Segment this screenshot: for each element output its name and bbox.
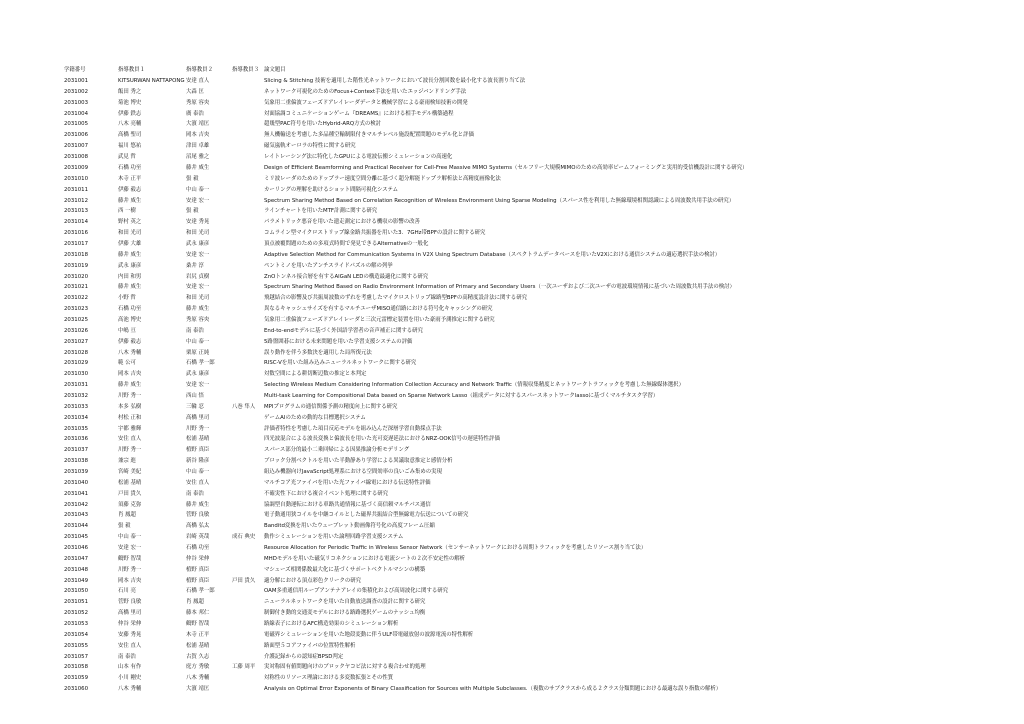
table-row — [0, 315, 1024, 326]
thesis-title: コムライン型マイクロストリップ線金路共振器を用いた3．7GHz帯BPFの設計に関する研究 — [264, 230, 486, 236]
student-id: 2031019 — [64, 262, 89, 269]
advisor-1: 山本 有作 — [118, 664, 142, 671]
advisor-1: 宮崎 美紀 — [118, 469, 142, 475]
student-id: 2031003 — [64, 99, 89, 106]
thesis-title: Adaptive Selection Method for Communication Systems in V2X Using Spectrum Database（スペクトラムデータベースを用いたV2Xにおける通信システムの適応選択手法の検討） — [264, 251, 721, 258]
advisor-1: 鶴野 智哉 — [118, 555, 142, 562]
thesis-title: Spectrum Sharing Method Based on Radio Environment Information of Primary and Secondary Users（一次ユーザおよび二次ユーザの電波環境情報に基づいた周波数共用手法の検討） — [264, 284, 735, 291]
table-row — [0, 217, 1024, 228]
advisor-2: 鶴野 智哉 — [186, 621, 210, 627]
advisor-1: 小川 剛史 — [118, 675, 142, 682]
table-row — [0, 500, 1024, 511]
advisor-2: 岩崎 英哉 — [186, 534, 210, 541]
advisor-2: 菅野 良敏 — [186, 512, 210, 519]
advisor-1: 八木 秀輔 — [118, 686, 142, 693]
table-row — [0, 413, 1024, 424]
table-row — [0, 510, 1024, 521]
student-id: 2031057 — [64, 653, 89, 660]
thesis-title: Selecting Wireless Medium Considering Information Collection Accuracy and Network Traffic（情報収集精度とネットワークトラフィックを考慮した無線媒体選択） — [264, 382, 684, 389]
thesis-title: 5路盤囲碁における未来問題を用いた学習支援システムの評価 — [264, 338, 413, 345]
advisor-2: 張 毅 — [186, 208, 199, 215]
student-id: 2031029 — [64, 360, 89, 367]
student-id: 2031010 — [64, 175, 89, 182]
student-id: 2031038 — [64, 458, 89, 465]
table-row — [0, 380, 1024, 391]
thesis-title: ニューラルネットワークを用いた自動放送調査の設計に関する研究 — [264, 599, 426, 606]
table-row — [0, 576, 1024, 587]
thesis-title: ペントミノを用いたアンチスライドパズルの解の列挙 — [264, 262, 393, 269]
advisor-1: 武見 哲 — [118, 154, 136, 160]
student-id: 2031002 — [64, 88, 89, 95]
advisor-1: 村松 正和 — [118, 414, 142, 421]
advisor-2: 南 泰浩 — [186, 490, 204, 497]
thesis-title: 磁気嵐軌オーロラの特性に関する研究 — [264, 143, 356, 150]
thesis-title: 不確実性下における複合イベント処理に関する研究 — [264, 490, 388, 497]
thesis-title: 協調型自動運転における車路共通情報に基づく高信頼マルチパス通信 — [264, 501, 431, 508]
thesis-title: Analysis on Optimal Error Exponents of Binary Classification for Sources with Multiple Subclasses.（複数のサブクラスから成る２クラス分類問題における最適な誤り指数の解析） — [264, 686, 722, 693]
table-row — [0, 467, 1024, 478]
table-row — [0, 358, 1024, 369]
student-id: 2031047 — [64, 555, 89, 562]
thesis-title: Resource Allocation for Periodic Traffic in Wireless Sensor Network（センサーネットワークにおける周期トラフィックを考慮したリソース割り当て法） — [264, 545, 647, 551]
student-id: 2031054 — [64, 631, 89, 638]
advisor-1: 松浦 基晴 — [118, 479, 142, 486]
table-row — [0, 272, 1024, 283]
advisor-2: 西山 悟 — [186, 392, 204, 399]
thesis-title: End-to-endモデルに基づく外国語学習者の音声補正に関する研究 — [264, 327, 423, 334]
table-row — [0, 554, 1024, 565]
thesis-title: ラインチャートを用いたMTF計測に関する研究 — [264, 208, 378, 215]
advisor-2: 安達 宏一 — [186, 382, 210, 389]
student-id: 2031058 — [64, 664, 89, 671]
table-row — [0, 673, 1024, 684]
advisor-2: 八木 秀輔 — [186, 675, 210, 682]
advisor-2: 高橋 弘太 — [186, 523, 210, 530]
advisor-1: 範 公可 — [118, 360, 136, 367]
advisor-3: 工藤 周平 — [232, 664, 256, 671]
table-row — [0, 662, 1024, 673]
student-id: 2031055 — [64, 642, 89, 649]
student-id: 2031042 — [64, 501, 89, 508]
student-id: 2031059 — [64, 675, 89, 682]
table-row — [0, 326, 1024, 337]
table-row — [0, 586, 1024, 597]
advisor-1: 本多 弘樹 — [118, 403, 142, 410]
thesis-title: 誤り動作を伴う多数決を適用した局所復元法 — [264, 349, 372, 356]
thesis-title: MHDモデルを用いた磁気リコネクションにおける電流シートの２次不安定性の解析 — [264, 555, 466, 562]
advisor-1: 高池 博史 — [118, 316, 142, 323]
table-row — [0, 445, 1024, 456]
table-header — [0, 65, 1024, 76]
table-row — [0, 369, 1024, 380]
table-row — [0, 684, 1024, 695]
student-id: 2031048 — [64, 566, 89, 573]
thesis-title: マシューズ相関係数最大化に基づくサポートベクトルマシンの構築 — [264, 566, 426, 573]
student-id: 2031020 — [64, 273, 89, 280]
student-id: 2031009 — [64, 164, 89, 171]
advisor-1: 安達 宏一 — [118, 545, 142, 551]
advisor-2: 中山 泰一 — [186, 338, 210, 345]
table-row — [0, 348, 1024, 359]
advisor-1: 戸田 貴久 — [118, 490, 142, 497]
advisor-2: 藤井 威生 — [186, 306, 210, 313]
advisor-1: 伊藤 鉄志 — [118, 110, 142, 117]
thesis-title: 四光波混合による波長変換と偏波長を用いた光可変遅延法におけるNRZ-OOK信号の遅延特性評価 — [264, 436, 500, 443]
advisor-1: 福川 悠祐 — [118, 143, 142, 150]
advisor-1: KITSURWAN NATTAPONG — [118, 78, 185, 84]
student-id: 2031043 — [64, 512, 89, 519]
table-row — [0, 532, 1024, 543]
table-row — [0, 152, 1024, 163]
student-id: 2031017 — [64, 240, 89, 247]
advisor-1: 川野 秀一 — [118, 447, 142, 454]
header-title: 論文題目 — [264, 67, 286, 73]
table-row — [0, 489, 1024, 500]
student-id: 2031008 — [64, 154, 89, 160]
advisor-2: 安達 宏一 — [186, 197, 210, 204]
student-id: 2031014 — [64, 219, 89, 226]
advisor-2: 藤本 邦仁 — [186, 610, 210, 617]
advisor-2: 沼尾 雅之 — [186, 154, 210, 160]
advisor-1: 石橋 功至 — [118, 164, 142, 171]
advisor-2: 桑井 淳 — [186, 262, 204, 269]
table-row — [0, 282, 1024, 293]
table-row — [0, 608, 1024, 619]
advisor-1: 野村 英之 — [118, 219, 142, 226]
thesis-title: ゲームAIのための動的な目標選択システム — [264, 414, 366, 421]
thesis-title: MPIプログラムの通信関係予測の精度向上に関する研究 — [264, 403, 398, 410]
student-id: 2031032 — [64, 392, 89, 399]
advisor-1: 宇都 雅輝 — [118, 425, 142, 432]
table-row — [0, 239, 1024, 250]
advisor-1: 伊藤 毅志 — [118, 338, 142, 345]
student-id: 2031025 — [64, 316, 89, 323]
advisor-2: 栗原 正純 — [186, 349, 210, 356]
table-row — [0, 543, 1024, 554]
table-row — [0, 250, 1024, 261]
advisor-2: 安達 秀晃 — [186, 219, 210, 226]
advisor-2: 藤井 威生 — [186, 501, 210, 508]
student-id: 2031012 — [64, 197, 89, 204]
advisor-2: 高橋 里司 — [186, 414, 210, 421]
table-row — [0, 478, 1024, 489]
advisor-1: 岡本 吉央 — [118, 577, 142, 584]
table-row — [0, 109, 1024, 120]
advisor-2: 張 毅 — [186, 175, 199, 182]
advisor-1: 伊藤 大雄 — [118, 240, 142, 247]
thesis-title: 組込み機器向けJavaScript処理系における空間効率の良いごみ集めの実現 — [264, 469, 442, 475]
table-row — [0, 196, 1024, 207]
advisor-1: 小野 哲 — [118, 295, 136, 302]
table-row — [0, 337, 1024, 348]
advisor-1: 高橋 里司 — [118, 610, 142, 617]
header-advisor-3: 指導教員３ — [232, 67, 259, 73]
advisor-1: 八木 秀輔 — [118, 349, 142, 356]
thesis-title: パラメトリック悪音を用いた遺走測定における機収の影響の改善 — [264, 219, 420, 226]
student-id: 2031005 — [64, 121, 89, 128]
advisor-1: 石橋 功至 — [118, 306, 142, 313]
thesis-title: 適分解における頂点彩色クリークの研究 — [264, 577, 362, 584]
table-row — [0, 174, 1024, 185]
header-student-id: 学籍番号 — [64, 67, 86, 73]
thesis-title: 介護記録からの認知症BPSD判定 — [264, 653, 344, 660]
thesis-title: ミリ波レーダのためのドップラー速度空間分離に基づく超分解能ドップラ解析法と高精度画像化法 — [264, 175, 501, 182]
thesis-title: Design of Efficient Beamforming and Practical Receiver for Cell-Free Massive MIMO Systems（セルフリー大規模MIMOのための高効率ビームフォーミングと実用的受信機設計に関する研究） — [264, 164, 748, 171]
advisor-1: 藤井 威生 — [118, 197, 142, 204]
table-row — [0, 652, 1024, 663]
thesis-title: スパース部分的最小二乗回帰による因果推論分析モデリング — [264, 447, 410, 454]
advisor-1: 藤井 威生 — [118, 382, 142, 389]
student-id: 2031030 — [64, 371, 89, 378]
student-id: 2031052 — [64, 610, 89, 617]
student-id: 2031039 — [64, 469, 89, 475]
thesis-title: 対面協調コミュニケーションゲーム『DREAMS』における相手モデル構築過程 — [264, 110, 454, 117]
advisor-2: 和田 光司 — [186, 295, 210, 302]
student-id: 2031016 — [64, 230, 89, 236]
advisor-1: 川野 秀一 — [118, 392, 142, 399]
advisor-1: 中山 泰一 — [118, 534, 142, 541]
table-row — [0, 228, 1024, 239]
student-id: 2031004 — [64, 110, 89, 117]
thesis-title: 気象用二重偏波フェーズドアレイレーダと三次元雷標定装置を用いた豪雨予測推定に関する研究 — [264, 316, 495, 323]
student-id: 2031023 — [64, 306, 89, 313]
student-id: 2031037 — [64, 447, 89, 454]
advisor-1: 菊池 博史 — [118, 99, 142, 106]
advisor-1: 武永 康彦 — [118, 262, 142, 269]
thesis-title: カーリングの理解を助けるショット間隔可視化システム — [264, 186, 399, 193]
advisor-1: 中嶋 亘 — [118, 327, 136, 334]
advisor-2: 南 泰浩 — [186, 327, 204, 334]
student-id: 2031046 — [64, 545, 89, 551]
table-row — [0, 456, 1024, 467]
table-row — [0, 119, 1024, 130]
student-id: 2031001 — [64, 78, 89, 84]
advisor-1: 西 一樹 — [118, 208, 136, 215]
thesis-title: 飛越結合の影響及び共振周波数のずれを考慮したマイクロストリップ線路型BPFの高精度設計法に関する研究 — [264, 295, 527, 302]
advisor-2: 津田 卓雄 — [186, 143, 210, 150]
advisor-2: 松浦 基晴 — [186, 642, 210, 649]
table-row — [0, 304, 1024, 315]
thesis-title: 路線表子におけるAFC構造効果のシミュレーション解析 — [264, 621, 399, 627]
advisor-2: 和田 光司 — [186, 230, 210, 236]
thesis-title: ネットワーク可視化のためのFocus+Context手法を用いたエッジバンドリング手法 — [264, 88, 467, 95]
advisor-2: 古賀 久志 — [186, 653, 210, 660]
advisor-2: 庭方 秀敏 — [186, 664, 210, 671]
advisor-2: 木寺 正平 — [186, 631, 210, 638]
thesis-title: ブロック分割ベクトルを用いた半動静あり学習による異議取意推定と感情分析 — [264, 458, 453, 465]
advisor-2: 秀原 容央 — [186, 99, 210, 106]
thesis-title: 頂点被覆問題のための多項式時間で発見できるAlternativeの一般化 — [264, 240, 429, 247]
student-id: 2031006 — [64, 132, 89, 139]
table-row — [0, 424, 1024, 435]
table-row — [0, 391, 1024, 402]
student-id: 2031041 — [64, 490, 89, 497]
student-id: 2031031 — [64, 382, 89, 389]
table-row — [0, 293, 1024, 304]
student-id: 2031034 — [64, 414, 89, 421]
advisor-2: 大濱 靖匡 — [186, 121, 210, 128]
student-id: 2031040 — [64, 479, 89, 486]
advisor-1: 八木 亮輔 — [118, 121, 142, 128]
table-row — [0, 130, 1024, 141]
table-row — [0, 261, 1024, 272]
student-id: 2031018 — [64, 251, 89, 258]
table-row — [0, 641, 1024, 652]
advisor-1: 伊藤 毅志 — [118, 186, 142, 193]
table-row — [0, 76, 1024, 87]
advisor-1: 安住 直人 — [118, 436, 142, 443]
advisor-2: 安達 宏一 — [186, 251, 210, 258]
thesis-title: 動作シミュレーションを用いた論理回路学習支援システム — [264, 534, 404, 541]
advisor-2: 石橋 孝一郎 — [186, 360, 215, 367]
advisor-2: 安達 宏一 — [186, 284, 210, 291]
advisor-2: 松浦 基晴 — [186, 436, 210, 443]
advisor-2: 新谷 隆彦 — [186, 458, 210, 465]
advisor-1: 川野 秀一 — [118, 566, 142, 573]
student-id: 2031051 — [64, 599, 89, 606]
student-id: 2031027 — [64, 338, 89, 345]
advisor-1: 藤井 威生 — [118, 251, 142, 258]
advisor-2: 植野 真臣 — [186, 577, 210, 584]
thesis-title: 制御付き動的交通変モデルにおける路路選択ゲームのナッシュ均衡 — [264, 610, 426, 617]
student-id: 2031044 — [64, 523, 89, 530]
advisor-2: 大森 匡 — [186, 88, 204, 95]
table-row — [0, 206, 1024, 217]
student-id: 2031060 — [64, 686, 89, 693]
advisor-1: 菅野 良敏 — [118, 599, 142, 606]
student-id: 2031035 — [64, 425, 89, 432]
advisor-3: 成石 典史 — [232, 534, 256, 541]
student-id: 2031026 — [64, 327, 89, 334]
advisor-1: 肖 鳳超 — [118, 512, 136, 519]
thesis-title: 路面型５コアファイバの位置特性解析 — [264, 642, 356, 649]
advisor-2: 藤井 威生 — [186, 164, 210, 171]
student-id: 2031050 — [64, 588, 89, 595]
thesis-title: 電磁界シミュレーションを用いた地殻変動に伴うULF帯電磁放射の波源電流の特性解析 — [264, 631, 474, 638]
thesis-title: Multi-task Learning for Compositional Data based on Sparse Network Lasso（組成データに対するスパースネットワークlassoに基づくマルチタスク学習） — [264, 392, 659, 399]
student-id: 2031045 — [64, 534, 89, 541]
thesis-title: 気象用二重偏波フェーズドアレイレーダデータと機械学習による豪雨検知技術の開発 — [264, 99, 468, 106]
advisor-3: 八巻 隼人 — [232, 403, 256, 410]
advisor-1: 内田 和男 — [118, 273, 142, 280]
advisor-2: 肖 鳳超 — [186, 599, 204, 606]
advisor-1: 安藤 秀晃 — [118, 631, 142, 638]
header-advisor-1: 指導教員１ — [118, 67, 145, 73]
thesis-title: 実対称固有値問題向けのブロックヤコビ法に対する複合わせ的処理 — [264, 664, 426, 671]
table-row — [0, 565, 1024, 576]
table-row — [0, 185, 1024, 196]
student-id: 2031013 — [64, 208, 89, 215]
thesis-title: 超幾型PAC符号を用いたHybrid-ARQ方式の検討 — [264, 121, 382, 128]
advisor-2: 植野 真臣 — [186, 566, 210, 573]
table-row — [0, 402, 1024, 413]
student-id: 2031028 — [64, 349, 89, 356]
table-row — [0, 619, 1024, 630]
advisor-2: 安住 直人 — [186, 479, 210, 486]
thesis-title: 対称性のリソース理論における多変数拡張とその性質 — [264, 675, 394, 682]
student-id: 2031022 — [64, 295, 89, 302]
advisor-2: 岩尻 貞樹 — [186, 273, 210, 280]
advisor-1: 木寺 正平 — [118, 175, 142, 182]
header-advisor-2: 指導教員２ — [186, 67, 213, 73]
advisor-2: 武永 康彦 — [186, 240, 210, 247]
advisor-2: 石橋 功至 — [186, 545, 210, 551]
thesis-title: 評価者特性を考慮した項目反応モデルを組み込んだ深層学習自動採点手法 — [264, 425, 442, 432]
advisor-2: 安達 直人 — [186, 78, 210, 84]
table-row — [0, 597, 1024, 608]
table-row — [0, 141, 1024, 152]
advisor-1: 和田 光司 — [118, 230, 142, 236]
advisor-2: 大濱 靖匡 — [186, 686, 210, 693]
advisor-2: 植野 真臣 — [186, 447, 210, 454]
table-row — [0, 98, 1024, 109]
thesis-title: Banditd変換を用いたウェーブレット動画像符号化の高度フレーム圧縮 — [264, 523, 435, 530]
advisor-1: 安住 直人 — [118, 642, 142, 649]
advisor-2: 仲谷 栄伸 — [186, 555, 210, 562]
advisor-1: 張 毅 — [118, 523, 131, 530]
thesis-title: ZnOトンネル接合層を有するAlGaN LEDの構造最適化に関する研究 — [264, 273, 429, 280]
thesis-title: 対数空間による耕切断辺数の推定と本判定 — [264, 371, 367, 378]
table-row — [0, 87, 1024, 98]
advisor-2: 中山 泰一 — [186, 469, 210, 475]
advisor-1: 藤井 威生 — [118, 284, 142, 291]
student-id: 2031049 — [64, 577, 89, 584]
advisor-1: 南 泰浩 — [118, 653, 136, 660]
advisor-2: 廣 泰浩 — [186, 110, 204, 117]
thesis-title: レイトレーシング法に特化したGPUによる電波伝搬シミュレーションの高速化 — [264, 154, 453, 160]
student-id: 2031011 — [64, 186, 89, 193]
advisor-1: 岡本 吉央 — [118, 371, 142, 378]
advisor-2: 石橋 孝一郎 — [186, 588, 215, 595]
thesis-title: 異なるキャッシュサイズを有するマルチユーザMISO通信路における符号化キャッシングの研究 — [264, 306, 493, 313]
advisor-2: 三輪 忍 — [186, 403, 204, 410]
thesis-title: 無人機輸送を考慮した多品種空輸制限付きマルチレベル施設配置問題のモデル化と評価 — [264, 132, 474, 139]
thesis-title: Spectrum Sharing Method Based on Correlation Recognition of Wireless Environment Using Sparse Modeling（スパース性を利用した無線環境相関認識による周波数共用手法の研究） — [264, 197, 735, 204]
table-row — [0, 521, 1024, 532]
advisor-3: 戸田 貴久 — [232, 577, 256, 584]
advisor-2: 中山 泰一 — [186, 186, 210, 193]
advisor-1: 石川 亮 — [118, 588, 136, 595]
thesis-title: RISC-Vを用いた組み込みニューラルネットワークに関する研究 — [264, 360, 417, 367]
advisor-2: 川野 秀一 — [186, 425, 210, 432]
table-row — [0, 434, 1024, 445]
advisor-1: 高橋 聖司 — [118, 132, 142, 139]
thesis-title: 電子動通用狭コイルを中継コイルとした磁界共振結合型無線電力伝送についての研究 — [264, 512, 469, 519]
table-row — [0, 630, 1024, 641]
table-row — [0, 163, 1024, 174]
thesis-title: OAM多重通信用ループアンテナアレイの集積化および高周波化に関する研究 — [264, 588, 449, 595]
student-id: 2031007 — [64, 143, 89, 150]
advisor-1: 飯田 秀之 — [118, 88, 142, 95]
thesis-title: Slicing & Stitching 技術を適用した階性光ネットワークにおいて波長分割回数を最小化する波長割り当て法 — [264, 78, 526, 84]
student-id: 2031033 — [64, 403, 89, 410]
advisor-1: 兼宗 進 — [118, 458, 136, 465]
advisor-1: 仲谷 栄伸 — [118, 621, 142, 627]
advisor-2: 武永 康彦 — [186, 371, 210, 378]
thesis-title: マルチコア光ファイバを用いた光ファイバ線電における伝送特性評価 — [264, 479, 431, 486]
advisor-2: 秀原 容央 — [186, 316, 210, 323]
student-id: 2031021 — [64, 284, 89, 291]
advisor-1: 須藤 克弥 — [118, 501, 142, 508]
advisor-2: 岡本 吉央 — [186, 132, 210, 139]
student-id: 2031036 — [64, 436, 89, 443]
student-id: 2031053 — [64, 621, 89, 627]
